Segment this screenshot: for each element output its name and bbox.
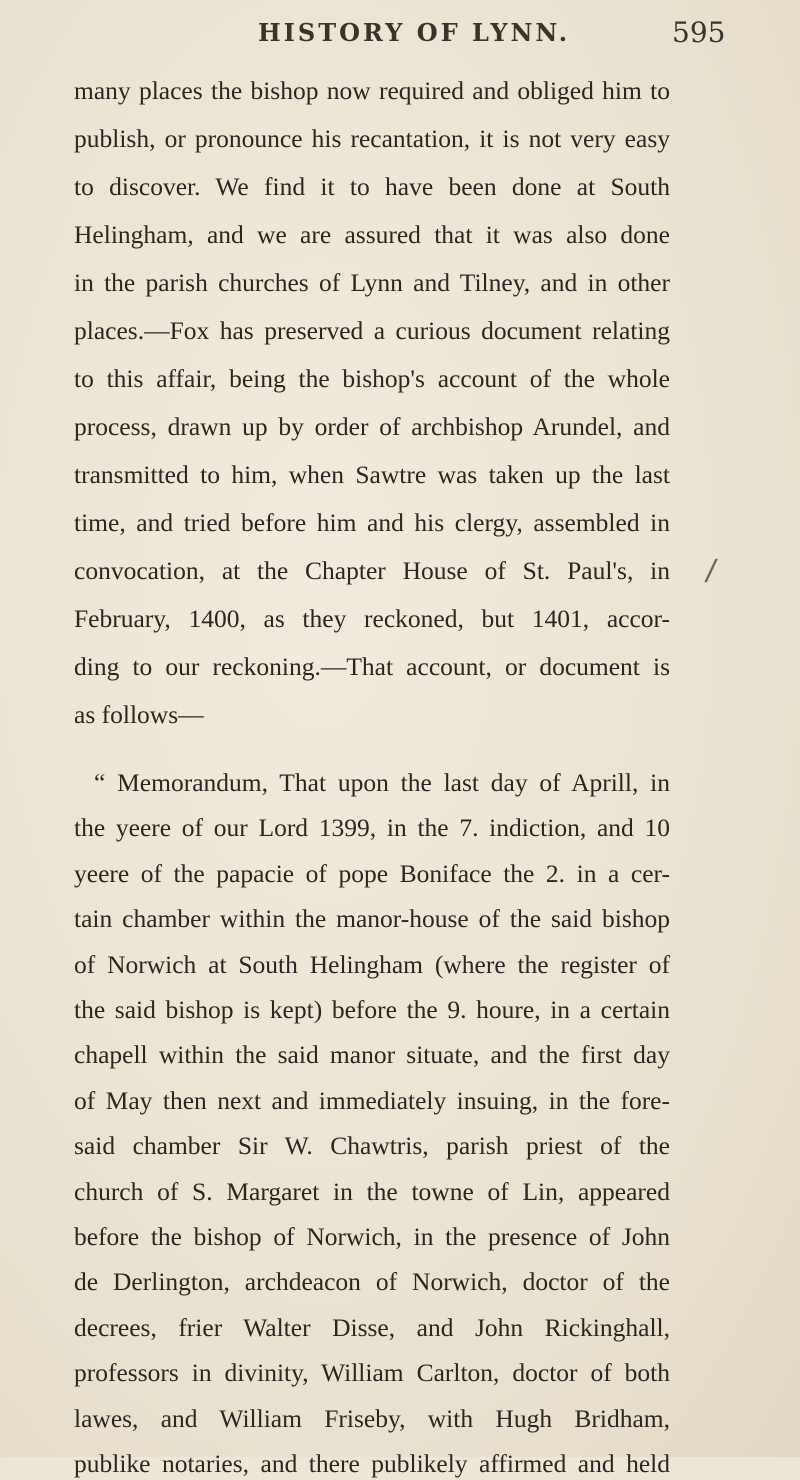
text-line: of May then next and immediately insuing, in the fore- [74, 1086, 670, 1115]
text-line: places.—Fox has preserved a curious document relating [74, 316, 670, 345]
text-line: yeere of the papacie of pope Boniface the 2. in a cer- [74, 859, 670, 888]
text-line: to this affair, being the bishop's account of the whole [74, 364, 670, 393]
text-line: as follows— [74, 700, 204, 729]
text-line: said chamber Sir W. Chawtris, parish priest of the [74, 1131, 670, 1160]
text-line: publish, or pronounce his recantation, it is not very easy [74, 124, 670, 153]
text-line: in the parish churches of Lynn and Tilney, and in other [74, 268, 670, 297]
text-line: Helingham, and we are assured that it was also done [74, 220, 670, 249]
text-line: decrees, frier Walter Disse, and John Rickinghall, [74, 1313, 670, 1342]
text-line: de Derlington, archdeacon of Norwich, doctor of the [74, 1267, 670, 1296]
text-line: time, and tried before him and his clergy, assembled in [74, 508, 670, 537]
text-line: “ Memorandum, That upon the last day of Aprill, in [94, 768, 670, 797]
text-line: many places the bishop now required and obliged him to [74, 76, 670, 105]
text-line: to discover. We find it to have been done at South [74, 172, 670, 201]
text-line: ding to our reckoning.—That account, or document is [74, 652, 670, 681]
text-line: of Norwich at South Helingham (where the register of [74, 950, 670, 979]
running-title: HISTORY OF LYNN. [258, 18, 571, 47]
margin-mark: / [703, 552, 719, 589]
text-line: the said bishop is kept) before the 9. houre, in a certain [74, 995, 670, 1024]
text-line: church of S. Margaret in the towne of Lin, appeared [74, 1177, 670, 1206]
text-line: transmitted to him, when Sawtre was taken up the last [74, 460, 670, 489]
text-line: lawes, and William Friseby, with Hugh Bridham, [74, 1404, 670, 1433]
text-line: professors in divinity, William Carlton, doctor of both [74, 1358, 670, 1387]
text-line: the yeere of our Lord 1399, in the 7. indiction, and 10 [74, 813, 670, 842]
text-line: convocation, at the Chapter House of St. Paul's, in [74, 556, 670, 585]
page-header [0, 16, 800, 56]
text-line: publike notaries, and there publikely affirmed and held [74, 1449, 670, 1478]
text-line: tain chamber within the manor-house of the said bishop [74, 904, 670, 933]
text-line: chapell within the said manor situate, and the first day [74, 1040, 670, 1069]
text-line: before the bishop of Norwich, in the presence of John [74, 1222, 670, 1251]
text-line: February, 1400, as they reckoned, but 1401, accor- [74, 604, 670, 633]
text-line: process, drawn up by order of archbishop Arundel, and [74, 412, 670, 441]
page-number: 595 [672, 16, 726, 49]
